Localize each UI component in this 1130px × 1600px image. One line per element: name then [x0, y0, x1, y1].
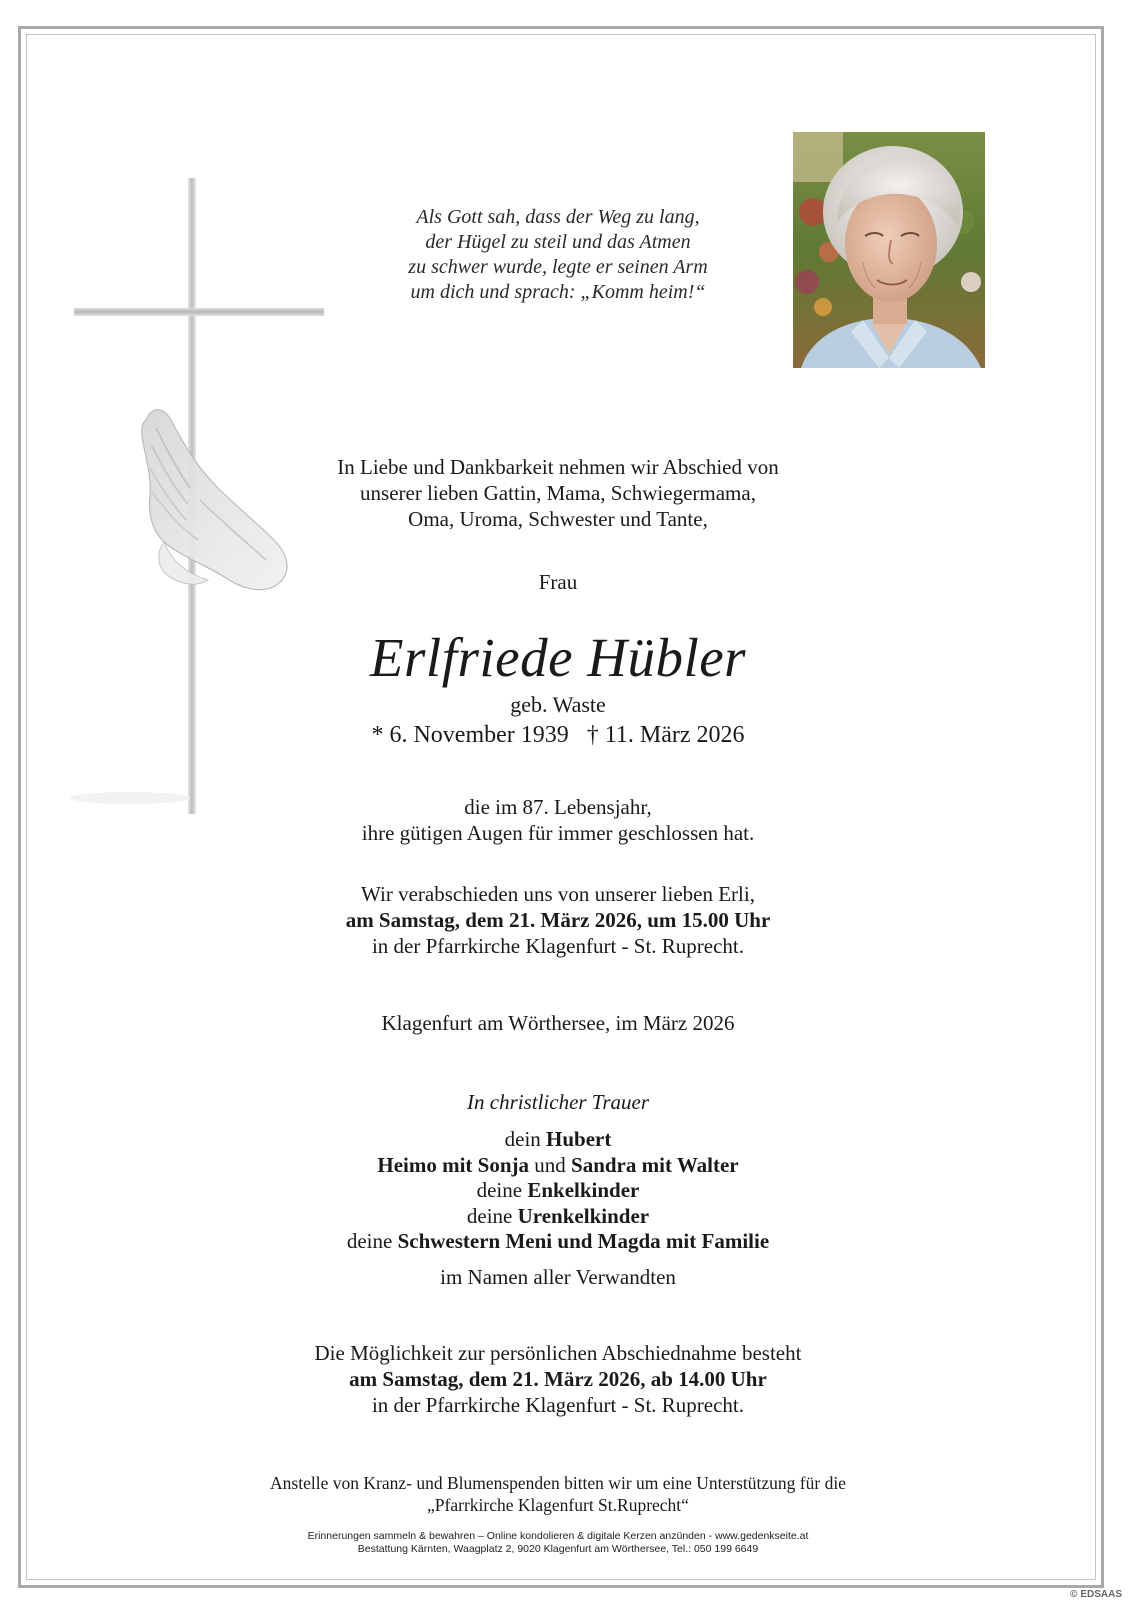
salutation: Frau — [538, 570, 578, 594]
funeral-service — [0, 881, 1116, 959]
cross-horizontal-beam — [74, 308, 324, 316]
age-statement — [0, 794, 1116, 846]
mourner-row: deine Urenkelkinder — [466, 1203, 650, 1228]
mourner-row: Heimo mit Sonja und Sandra mit Walter — [377, 1152, 739, 1177]
copyright-mark: © EDSAAS — [1070, 1589, 1122, 1600]
opening-quote — [0, 205, 1116, 305]
mourners-list — [0, 1127, 1116, 1255]
life-dates — [0, 722, 1116, 749]
service-line: Wir verabschieden uns von unserer lieben Erli, — [361, 882, 755, 906]
birth-date: * 6. November 1939 — [371, 722, 569, 748]
death-date: † 11. März 2026 — [586, 722, 745, 748]
mourner-row: deine Enkelkinder — [476, 1178, 640, 1202]
viewing-line: Die Möglichkeit zur persönlichen Abschiednahme besteht — [314, 1341, 802, 1365]
intro-line: Oma, Uroma, Schwester und Tante, — [408, 507, 708, 531]
mourning-title: In christlicher Trauer — [467, 1090, 649, 1114]
deceased-name: Erlfriede Hübler — [369, 627, 747, 688]
intro-line: unserer lieben Gattin, Mama, Schwiegermama, — [360, 481, 756, 505]
maiden-name: geb. Waste — [510, 692, 606, 717]
viewing-location: in der Pfarrkirche Klagenfurt - St. Ruprecht. — [371, 1393, 745, 1417]
footer-line: Erinnerungen sammeln & bewahren – Online kondolieren & digitale Kerzen anzünden - www.gedenkseite.at — [307, 1530, 809, 1542]
quote-line: der Hügel zu steil und das Atmen — [425, 231, 691, 253]
relatives-note: im Namen aller Verwandten — [440, 1265, 676, 1289]
place-and-date: Klagenfurt am Wörthersee, im März 2026 — [381, 1011, 735, 1035]
footer-line: Bestattung Kärnten, Waagplatz 2, 9020 Klagenfurt am Wörthersee, Tel.: 050 199 6649 — [357, 1543, 759, 1555]
donation-line: Anstelle von Kranz- und Blumenspenden bitten wir um eine Unterstützung für die — [270, 1473, 846, 1493]
service-location: in der Pfarrkirche Klagenfurt - St. Ruprecht. — [371, 934, 745, 958]
donation-recipient: „Pfarrkirche Klagenfurt St.Ruprecht“ — [427, 1495, 689, 1515]
viewing-datetime: am Samstag, dem 21. März 2026, ab 14.00 Uhr — [349, 1367, 767, 1391]
quote-line: um dich und sprach: „Komm heim!“ — [410, 281, 706, 303]
mourner-row: dein Hubert — [504, 1127, 612, 1151]
quote-line: zu schwer wurde, legte er seinen Arm — [408, 256, 708, 278]
age-line: die im 87. Lebensjahr, — [464, 795, 652, 819]
age-line: ihre gütigen Augen für immer geschlossen hat. — [361, 821, 755, 845]
service-datetime: am Samstag, dem 21. März 2026, um 15.00 Uhr — [345, 908, 771, 932]
intro-line: In Liebe und Dankbarkeit nehmen wir Abschied von — [337, 455, 779, 479]
farewell-intro — [0, 454, 1116, 532]
footer — [0, 1530, 1116, 1556]
mourner-row: deine Schwestern Meni und Magda mit Familie — [346, 1229, 770, 1253]
donation-request — [0, 1472, 1116, 1516]
quote-line: Als Gott sah, dass der Weg zu lang, — [416, 206, 700, 228]
viewing-info — [0, 1340, 1116, 1418]
